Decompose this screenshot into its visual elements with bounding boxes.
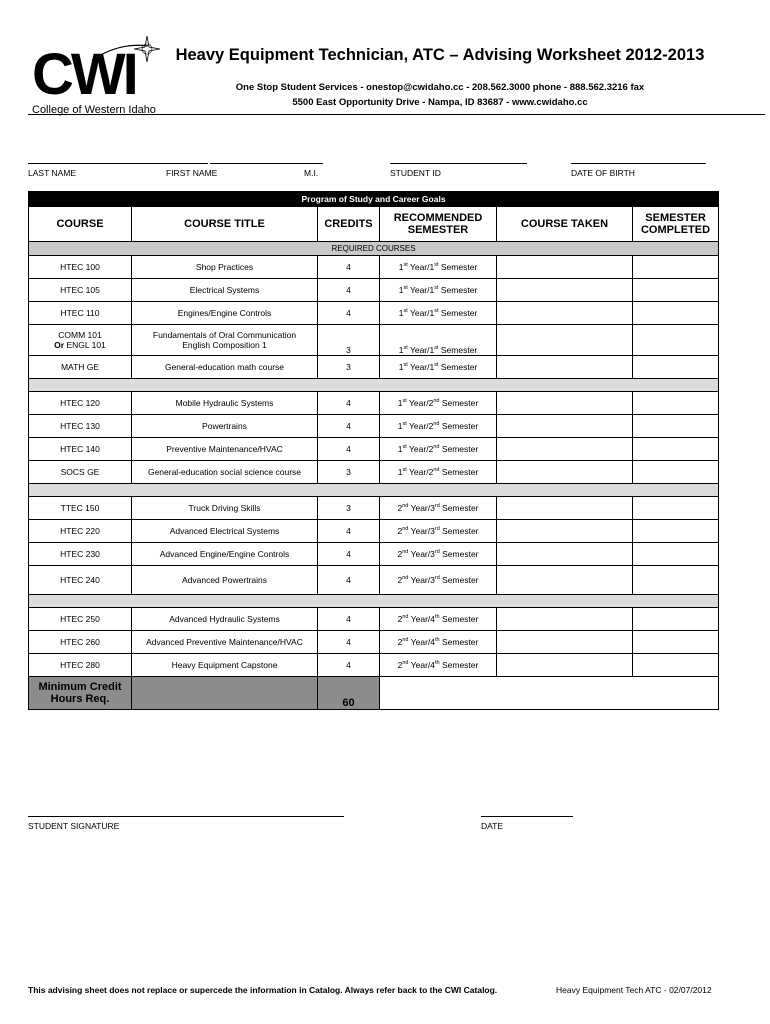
- rec-year: 1: [398, 262, 404, 272]
- course-taken-cell[interactable]: [497, 356, 633, 379]
- contact-line-2: 5500 East Opportunity Drive - Nampa, ID 83687 - www.cwidaho.cc: [292, 97, 588, 108]
- first-name-label: FIRST NAME: [166, 168, 218, 178]
- course-credits: 4: [318, 543, 380, 566]
- program-header: Program of Study and Career Goals: [29, 192, 719, 207]
- semester-completed-cell[interactable]: [633, 461, 719, 484]
- course-code-alt-text: ENGL 101: [66, 340, 106, 350]
- rec-year-word: Year/: [409, 398, 429, 408]
- rec-sem: 1: [429, 262, 435, 272]
- semester-completed-cell[interactable]: [633, 325, 719, 356]
- rec-year: 1: [398, 285, 404, 295]
- page-title: Heavy Equipment Technician, ATC – Advising Worksheet 2012-2013: [175, 46, 705, 64]
- course-credits: 4: [318, 438, 380, 461]
- course-code: [29, 325, 132, 356]
- table-row: [29, 497, 719, 520]
- rec-year-word: Year/: [409, 362, 430, 372]
- course-taken-cell[interactable]: [497, 631, 633, 654]
- course-credits: 3: [318, 497, 380, 520]
- rec-year-suffix: nd: [402, 637, 409, 644]
- minimum-credits-total: 60: [318, 677, 380, 710]
- rec-year: 2: [397, 637, 403, 647]
- date-label: DATE: [481, 821, 504, 831]
- recommended-semester: [380, 279, 497, 302]
- course-taken-cell[interactable]: [497, 302, 633, 325]
- term-divider-row: [29, 379, 719, 392]
- rec-year-word: Year/: [409, 467, 429, 477]
- rec-sem-suffix: th: [435, 637, 440, 644]
- rec-sem: 3: [430, 575, 435, 585]
- course-code: HTEC 220: [29, 520, 132, 543]
- col-taken: COURSE TAKEN: [497, 207, 633, 242]
- rec-year-word: Year/: [410, 614, 431, 624]
- col-credits: CREDITS: [318, 207, 380, 242]
- mi-label: M.I.: [304, 168, 319, 178]
- recommended-semester: [380, 325, 497, 356]
- course-title: General-education math course: [132, 356, 318, 379]
- rec-year-suffix: nd: [402, 503, 409, 510]
- course-credits: 4: [318, 279, 380, 302]
- course-taken-cell[interactable]: [497, 520, 633, 543]
- col-recommended-2: SEMESTER: [407, 224, 469, 236]
- course-credits: 4: [318, 415, 380, 438]
- recommended-semester: [380, 461, 497, 484]
- course-taken-cell[interactable]: [497, 325, 633, 356]
- rec-sem-suffix: rd: [434, 503, 440, 510]
- table-row: [29, 279, 719, 302]
- col-course: COURSE: [29, 207, 132, 242]
- rec-sem-suffix: st: [434, 362, 439, 369]
- rec-year: 1: [398, 345, 404, 355]
- rec-year-word: Year/: [410, 549, 431, 559]
- rec-year-suffix: st: [402, 421, 407, 428]
- rec-sem-word: Semester: [441, 444, 479, 454]
- rec-sem: 1: [429, 345, 435, 355]
- rec-sem-suffix: nd: [433, 467, 440, 474]
- minimum-blank: [132, 677, 318, 710]
- dob-label: DATE OF BIRTH: [571, 168, 635, 178]
- rec-year-word: Year/: [409, 285, 430, 295]
- table-row: [29, 325, 719, 356]
- rec-sem: 2: [428, 467, 434, 477]
- minimum-blank-right: [380, 677, 719, 710]
- recommended-semester: [380, 497, 497, 520]
- rec-sem-word: Semester: [442, 503, 479, 513]
- rec-year-suffix: st: [403, 362, 408, 369]
- rec-year: 2: [397, 614, 403, 624]
- col-recommended: [380, 207, 497, 242]
- rec-sem-suffix: st: [434, 285, 439, 292]
- recommended-semester: [380, 302, 497, 325]
- footer-disclaimer: This advising sheet does not replace or supercede the information in Catalog. Always refer back to the CWI Catalog.: [28, 985, 498, 995]
- rec-year-word: Year/: [409, 308, 430, 318]
- table-row: [29, 415, 719, 438]
- semester-completed-cell[interactable]: [633, 279, 719, 302]
- rec-sem: 1: [429, 308, 435, 318]
- rec-sem: 1: [429, 285, 435, 295]
- semester-completed-cell[interactable]: [633, 497, 719, 520]
- course-credits: 4: [318, 256, 380, 279]
- course-title: Mobile Hydraulic Systems: [132, 392, 318, 415]
- rec-year: 1: [398, 308, 404, 318]
- course-title: General-education social science course: [132, 461, 318, 484]
- rec-sem: 4: [430, 614, 435, 624]
- table-row: [29, 631, 719, 654]
- course-code: HTEC 105: [29, 279, 132, 302]
- semester-completed-cell[interactable]: [633, 654, 719, 677]
- col-completed: [633, 207, 719, 242]
- rec-sem-word: Semester: [441, 467, 479, 477]
- rec-sem-word: Semester: [441, 660, 479, 670]
- course-title: Heavy Equipment Capstone: [132, 654, 318, 677]
- rec-sem-suffix: rd: [434, 526, 440, 533]
- recommended-semester: [380, 654, 497, 677]
- program-header-row: [29, 192, 719, 207]
- rec-year-word: Year/: [409, 262, 430, 272]
- course-taken-cell[interactable]: [497, 279, 633, 302]
- course-credits: 3: [318, 461, 380, 484]
- student-id-label: STUDENT ID: [390, 168, 441, 178]
- minimum-credits-label-2: Hours Req.: [50, 693, 110, 705]
- course-code: SOCS GE: [29, 461, 132, 484]
- rec-year-word: Year/: [410, 660, 431, 670]
- course-taken-cell[interactable]: [497, 438, 633, 461]
- course-credits: 3: [318, 356, 380, 379]
- col-recommended-1: RECOMMENDED: [393, 212, 483, 224]
- course-title-text: Fundamentals of Oral Communication: [152, 330, 297, 340]
- course-title-alt-text: English Composition 1: [182, 340, 267, 350]
- rec-sem-word: Semester: [441, 398, 479, 408]
- course-credits: 4: [318, 520, 380, 543]
- dob-line[interactable]: [571, 163, 706, 164]
- rec-sem: 4: [430, 660, 435, 670]
- rec-year: 2: [397, 660, 403, 670]
- minimum-credits-label: [29, 677, 132, 710]
- rec-year-suffix: nd: [402, 526, 409, 533]
- course-taken-cell[interactable]: [497, 608, 633, 631]
- recommended-semester: [380, 543, 497, 566]
- course-code: HTEC 280: [29, 654, 132, 677]
- rec-year-word: Year/: [409, 421, 429, 431]
- date-line[interactable]: [481, 816, 573, 817]
- rec-year-word: Year/: [410, 526, 431, 536]
- rec-year-suffix: st: [403, 262, 408, 269]
- course-title: Advanced Electrical Systems: [132, 520, 318, 543]
- rec-sem-suffix: th: [435, 660, 440, 667]
- course-credits: 3: [318, 325, 380, 356]
- rec-year: 1: [397, 467, 403, 477]
- rec-year-suffix: nd: [402, 549, 409, 556]
- rec-year: 2: [397, 575, 403, 585]
- table-row: [29, 461, 719, 484]
- course-code: HTEC 140: [29, 438, 132, 461]
- table-row: [29, 608, 719, 631]
- course-code: HTEC 240: [29, 566, 132, 595]
- logo-swoosh-icon: [90, 40, 150, 62]
- rec-sem-suffix: st: [434, 345, 439, 352]
- rec-sem-word: Semester: [441, 614, 479, 624]
- col-title: COURSE TITLE: [132, 207, 318, 242]
- college-name: College of Western Idaho: [32, 104, 156, 116]
- rec-sem-word: Semester: [441, 637, 479, 647]
- rec-sem-suffix: rd: [434, 549, 440, 556]
- term-divider: [29, 379, 719, 392]
- course-code: TTEC 150: [29, 497, 132, 520]
- course-taken-cell[interactable]: [497, 654, 633, 677]
- course-taken-cell[interactable]: [497, 566, 633, 595]
- recommended-semester: [380, 566, 497, 595]
- student-signature-line[interactable]: [28, 816, 344, 817]
- course-credits: 4: [318, 302, 380, 325]
- semester-completed-cell[interactable]: [633, 608, 719, 631]
- rec-sem: 2: [428, 421, 434, 431]
- last-name-label: LAST NAME: [28, 168, 77, 178]
- table-row: [29, 566, 719, 595]
- course-title: Advanced Hydraulic Systems: [132, 608, 318, 631]
- rec-year-word: Year/: [410, 503, 431, 513]
- course-title: Powertrains: [132, 415, 318, 438]
- course-credits: 4: [318, 392, 380, 415]
- minimum-credits-label-1: Minimum Credit: [38, 681, 122, 693]
- rec-sem-suffix: nd: [433, 444, 440, 451]
- table-row: [29, 520, 719, 543]
- semester-completed-cell[interactable]: [633, 438, 719, 461]
- course-code: HTEC 130: [29, 415, 132, 438]
- rec-year: 1: [397, 421, 403, 431]
- course-title: Advanced Preventive Maintenance/HVAC: [132, 631, 318, 654]
- course-code-text: COMM 101: [58, 330, 102, 340]
- rec-sem: 2: [428, 444, 434, 454]
- course-code: MATH GE: [29, 356, 132, 379]
- rec-year: 2: [397, 526, 403, 536]
- rec-year-suffix: st: [402, 467, 407, 474]
- semester-completed-cell[interactable]: [633, 415, 719, 438]
- rec-sem-word: Semester: [442, 575, 479, 585]
- rec-year: 1: [397, 398, 403, 408]
- course-taken-cell[interactable]: [497, 543, 633, 566]
- semester-completed-cell[interactable]: [633, 520, 719, 543]
- course-code: HTEC 110: [29, 302, 132, 325]
- course-title: Advanced Powertrains: [132, 566, 318, 595]
- table-row: [29, 654, 719, 677]
- course-title: Engines/Engine Controls: [132, 302, 318, 325]
- rec-year-word: Year/: [410, 575, 431, 585]
- rec-year-suffix: st: [402, 398, 407, 405]
- rec-sem-word: Semester: [442, 526, 479, 536]
- course-taken-cell[interactable]: [497, 415, 633, 438]
- course-code: HTEC 120: [29, 392, 132, 415]
- table-row: [29, 356, 719, 379]
- column-header-row: [29, 207, 719, 242]
- recommended-semester: [380, 356, 497, 379]
- term-divider-row: [29, 484, 719, 497]
- rec-sem-word: Semester: [440, 345, 478, 355]
- student-id-line[interactable]: [390, 163, 527, 164]
- rec-sem-suffix: rd: [434, 575, 440, 582]
- table-row: [29, 438, 719, 461]
- term-divider-row: [29, 595, 719, 608]
- rec-year-suffix: st: [403, 285, 408, 292]
- semester-completed-cell[interactable]: [633, 566, 719, 595]
- course-code: HTEC 230: [29, 543, 132, 566]
- course-title: [132, 325, 318, 356]
- minimum-credits-row: [29, 677, 719, 710]
- course-taken-cell[interactable]: [497, 461, 633, 484]
- rec-year: 2: [397, 503, 403, 513]
- course-taken-cell[interactable]: [497, 392, 633, 415]
- semester-completed-cell[interactable]: [633, 392, 719, 415]
- required-courses-label: REQUIRED COURSES: [29, 242, 719, 256]
- rec-year-suffix: st: [402, 444, 407, 451]
- rec-sem: 1: [429, 362, 435, 372]
- semester-completed-cell[interactable]: [633, 631, 719, 654]
- rec-sem: 3: [430, 526, 435, 536]
- rec-sem-word: Semester: [440, 285, 478, 295]
- rec-year-word: Year/: [409, 444, 429, 454]
- rec-year: 1: [398, 362, 404, 372]
- rec-year-suffix: st: [403, 308, 408, 315]
- recommended-semester: [380, 631, 497, 654]
- cwi-logo: [30, 36, 160, 120]
- rec-year: 1: [397, 444, 403, 454]
- course-credits: 4: [318, 608, 380, 631]
- course-title: Preventive Maintenance/HVAC: [132, 438, 318, 461]
- table-row: [29, 256, 719, 279]
- course-code: HTEC 260: [29, 631, 132, 654]
- rec-year-suffix: nd: [402, 575, 409, 582]
- course-credits: 4: [318, 566, 380, 595]
- course-title: Truck Driving Skills: [132, 497, 318, 520]
- rec-sem-word: Semester: [440, 262, 478, 272]
- or-label: Or: [54, 340, 65, 350]
- rec-year-word: Year/: [410, 637, 431, 647]
- rec-sem: 2: [428, 398, 434, 408]
- rec-sem: 4: [430, 637, 435, 647]
- rec-year-word: Year/: [409, 345, 430, 355]
- col-completed-2: COMPLETED: [640, 224, 711, 236]
- first-name-line[interactable]: [210, 163, 323, 164]
- course-code: HTEC 250: [29, 608, 132, 631]
- last-name-line[interactable]: [28, 163, 208, 164]
- rec-sem-suffix: th: [435, 614, 440, 621]
- recommended-semester: [380, 608, 497, 631]
- footer-doc-id: Heavy Equipment Tech ATC - 02/07/2012: [556, 985, 712, 995]
- recommended-semester: [380, 415, 497, 438]
- table-row: [29, 302, 719, 325]
- term-divider: [29, 484, 719, 497]
- course-title: Shop Practices: [132, 256, 318, 279]
- required-courses-row: [29, 242, 719, 256]
- header-divider: [28, 114, 765, 115]
- rec-sem-suffix: nd: [433, 421, 440, 428]
- course-title: Advanced Engine/Engine Controls: [132, 543, 318, 566]
- rec-sem-word: Semester: [440, 308, 478, 318]
- course-title: Electrical Systems: [132, 279, 318, 302]
- contact-line-1: One Stop Student Services - onestop@cwidaho.cc - 208.562.3000 phone - 888.562.3216 fax: [235, 82, 645, 93]
- rec-sem-suffix: st: [434, 308, 439, 315]
- rec-sem-suffix: nd: [433, 398, 440, 405]
- rec-year-suffix: nd: [402, 660, 409, 667]
- course-credits: 4: [318, 631, 380, 654]
- recommended-semester: [380, 256, 497, 279]
- rec-sem-word: Semester: [441, 421, 479, 431]
- semester-completed-cell[interactable]: [633, 356, 719, 379]
- advising-table: [28, 191, 719, 710]
- semester-completed-cell[interactable]: [633, 543, 719, 566]
- recommended-semester: [380, 392, 497, 415]
- rec-sem-suffix: st: [434, 262, 439, 269]
- rec-year-suffix: st: [403, 345, 408, 352]
- rec-sem-word: Semester: [442, 549, 479, 559]
- course-credits: 4: [318, 654, 380, 677]
- rec-sem: 3: [430, 503, 435, 513]
- col-completed-1: SEMESTER: [645, 212, 706, 224]
- term-divider: [29, 595, 719, 608]
- student-signature-label: STUDENT SIGNATURE: [28, 821, 120, 831]
- logo-text: CWI: [32, 42, 136, 107]
- rec-sem: 3: [430, 549, 435, 559]
- table-row: [29, 543, 719, 566]
- rec-year: 2: [397, 549, 403, 559]
- course-code: HTEC 100: [29, 256, 132, 279]
- rec-year-suffix: nd: [402, 614, 409, 621]
- rec-sem-word: Semester: [440, 362, 478, 372]
- recommended-semester: [380, 438, 497, 461]
- course-taken-cell[interactable]: [497, 497, 633, 520]
- semester-completed-cell[interactable]: [633, 256, 719, 279]
- course-taken-cell[interactable]: [497, 256, 633, 279]
- table-row: [29, 392, 719, 415]
- semester-completed-cell[interactable]: [633, 302, 719, 325]
- recommended-semester: [380, 520, 497, 543]
